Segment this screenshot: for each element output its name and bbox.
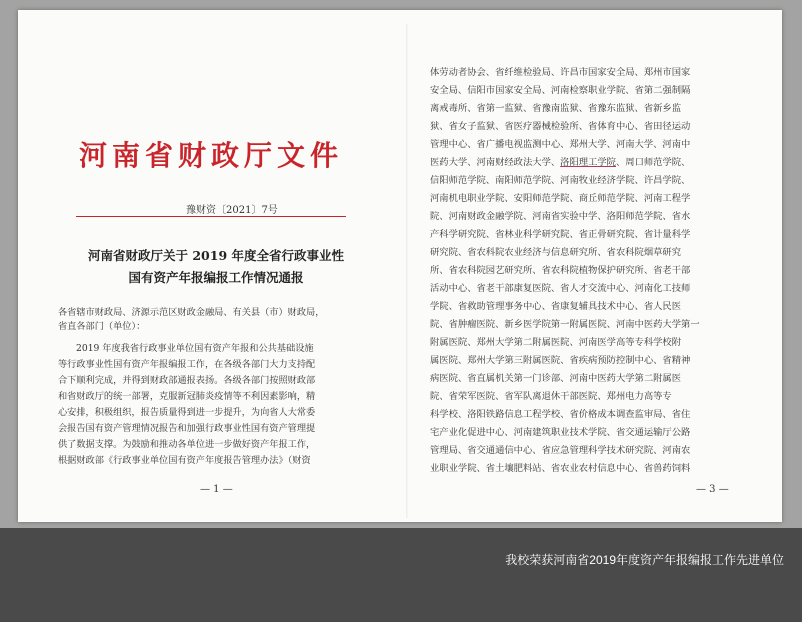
text-line: 院、省荣军医院、省军队离退休干部医院、郑州电力高等专 <box>430 391 672 402</box>
text-line: 附属医院、郑州大学第二附属医院、河南医学高等专科学校附 <box>430 337 682 348</box>
body-line: 心安排，积极组织，报告质量得到进一步提升，为向省人大常委 <box>58 407 316 418</box>
document-title-line-1: 河南省财政厅关于 2019 年度全省行政事业性 <box>88 248 344 263</box>
body-line: 会报告国有资产管理情况报告和加强行政事业性国有资产管理提 <box>58 423 316 434</box>
text-segment: 、周口师范学院、 <box>615 157 691 168</box>
text-line: 产科学研究院、省林业科学研究院、省正骨研究院、省计量科学 <box>430 229 691 240</box>
text-line: 活动中心、省老干部康复医院、省人才交流中心、河南化工技师 <box>430 283 691 294</box>
text-line-with-highlight <box>430 156 760 169</box>
text-line: 学院、省救助管理事务中心、省康复辅具技术中心、省人民医 <box>430 301 682 312</box>
page-number-right: — 3 — <box>696 484 729 495</box>
text-line: 管理中心、省广播电视监测中心、郑州大学、河南大学、河南中 <box>430 139 691 150</box>
document-scan <box>18 10 782 522</box>
text-line: 狱、省女子监狱、省医疗器械检验所、省体育中心、省田径运动 <box>430 121 691 132</box>
caption-bar <box>0 528 802 622</box>
text-line: 病医院、省直属机关第一门诊部、河南中医药大学第二附属医 <box>430 373 682 384</box>
highlighted-school-name: 洛阳理工学院 <box>560 157 616 168</box>
body-line: 合下顺利完成，并得到财政部通报表扬。各级各部门按照财政部 <box>58 375 316 386</box>
text-line: 业职业学院、省土壤肥料站、省农业农村信息中心、省兽药饲料 <box>430 463 691 474</box>
text-line: 科学校、洛阳铁路信息工程学校、省价格成本调查监审局、省住 <box>430 409 691 420</box>
text-line: 属医院、郑州大学第三附属医院、省疾病预防控制中心、省精神 <box>430 355 691 366</box>
document-title-line-2: 国有资产年报编报工作情况通报 <box>128 270 304 285</box>
address-line: 省直各部门（单位）： <box>58 321 146 332</box>
document-page-right <box>408 10 782 522</box>
address-line: 各省辖市财政局、济源示范区财政金融局、有关县（市）财政局， <box>58 307 325 318</box>
text-line: 离戒毒所、省第一监狱、省豫南监狱、省豫东监狱、省新乡监 <box>430 103 682 114</box>
page-number-left: — 1 — <box>200 484 233 495</box>
text-segment: 医药大学、河南财经政法大学、 <box>430 157 561 168</box>
document-page-left <box>18 10 406 522</box>
body-line: 2019 年度我省行政事业单位国有资产年报和公共基础设施 <box>76 343 314 354</box>
text-line: 院、省肿瘤医院、新乡医学院第一附属医院、河南中医药大学第一 <box>430 319 700 330</box>
document-number: 豫财资〔2021〕7号 <box>186 205 278 216</box>
header-rule <box>76 216 346 217</box>
text-line: 信阳师范学院、南阳师范学院、河南牧业经济学院、许昌学院、 <box>430 175 691 186</box>
text-line: 安全局、信阳市国家安全局、河南检察职业学院、省第二强制隔 <box>430 85 691 96</box>
caption-text: 我校荣获河南省2019年度资产年报编报工作先进单位 <box>505 553 784 567</box>
body-line: 根据财政部《行政事业单位国有资产年度报告管理办法》（财资 <box>58 455 311 466</box>
text-line: 宅产业化促进中心、河南建筑职业技术学院、省交通运输厅公路 <box>430 427 691 438</box>
text-line: 院、河南财政金融学院、河南省实验中学、洛阳师范学院、省水 <box>430 211 691 222</box>
document-header: 河南省财政厅文件 <box>78 139 343 172</box>
text-line: 体劳动者协会、省纤维检验局、许昌市国家安全局、郑州市国家 <box>430 67 691 78</box>
text-line: 管理局、省交通通信中心、省应急管理科学技术研究院、河南农 <box>430 445 691 456</box>
body-line: 供了数据支撑。为鼓励和推动各单位进一步做好资产年报工作， <box>58 439 316 450</box>
text-line: 所、省农科院园艺研究所、省农科院植物保护研究所、省老干部 <box>430 265 691 276</box>
text-line: 河南机电职业学院、安阳师范学院、商丘师范学院、河南工程学 <box>430 193 691 204</box>
text-line: 研究院、省农科院农业经济与信息研究所、省农科院烟草研究 <box>430 247 682 258</box>
body-line: 等行政事业性国有资产年报编报工作，在各级各部门大力支持配 <box>58 359 316 370</box>
body-line: 和省财政厅的统一部署，克服新冠肺炎疫情等不利因素影响，精 <box>58 391 316 402</box>
